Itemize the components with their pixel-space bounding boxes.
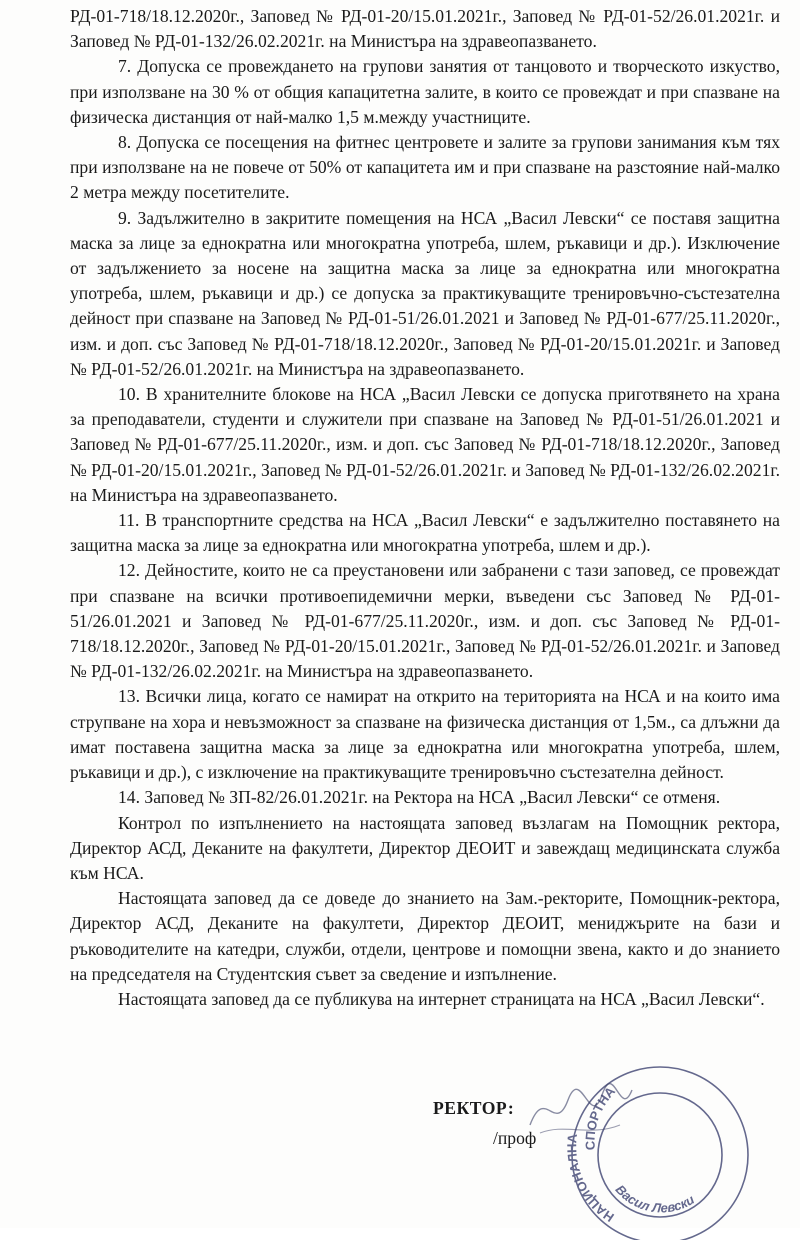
university-stamp-icon xyxy=(555,1040,755,1240)
stamp-text-left: НАЦИОНАЛНА xyxy=(564,1132,617,1226)
paragraph-item-14: 14. Заповед № ЗП-82/26.01.2021г. на Ректора на НСА „Васил Левски“ се отменя. xyxy=(118,787,721,808)
paragraph-item-8: 8. Допуска се посещения на фитнес центровете и залите за групови занимания към тях при използване на не повече от 50% от капацитета им и при спазване на разстояние най-малко 2 метра между посетителите. xyxy=(70,132,780,203)
stamp-text-bottom: Васил Левски xyxy=(612,1181,697,1216)
paragraph-item-11: 11. В транспортните средства на НСА „Васил Левски“ е задължително поставянето на защитна маска за лице за еднократна или многократна употреба, шлем и др.). xyxy=(70,510,780,556)
paragraph-publication: Настоящата заповед да се публикува на интернет страницата на НСА „Васил Левски“. xyxy=(118,988,765,1009)
stamp-text-top: СПОРТНА xyxy=(582,1083,619,1151)
svg-text:СПОРТНА xyxy=(582,1083,618,1150)
paragraph-item-13: 13. Всички лица, когато се намират на открито на територията на НСА и на които има струпване на хора и невъзможност за спазване на физическа дистанция от 1,5м., са длъжни да имат поставена защитна маска за лице за еднократна или многократна употреба, шлем, ръкавици и др.), с изключение на практикуващите тренировъчно състезателна дейност. xyxy=(70,686,780,783)
paragraph-item-10: 10. В хранителните блокове на НСА „Васил Левски се допуска приготвянето на храна за преподаватели, студенти и служители при спазване на Заповед № РД-01-51/26.01.2021 и Заповед № РД-01-677/25.11.2020г., изм. и доп. със Заповед № РД-01-718/18.12.2020г., Заповед № РД-01-20/15.01.2021г., Заповед № РД-01-52/26.01.2021г. и Заповед № РД-01-132/26.02.2021г. на Министъра на здравеопазването. xyxy=(70,384,781,505)
handwritten-signature xyxy=(520,1075,640,1145)
signature-block xyxy=(433,1098,537,1148)
paragraph-control: Контрол по изпълнението на настоящата заповед възлагам на Помощник ректора, Директор АСД, Деканите на факултети, Директор ДЕОИТ и завеждащ медицинската служба към НСА. xyxy=(70,812,780,883)
document-body xyxy=(70,4,780,1012)
paragraph-item-9: 9. Задължително в закритите помещения на НСА „Васил Левски“ се поставя защитна маска за лице за еднократна или многократна употреба, шлем, ръкавици и др.). Изключение от задължението за носене на защитна маска за лице за еднократна или многократна употреба, шлем, ръкавици и др.) се допуска за практикуващите тренировъчно-състезателна дейност при спазване на Заповед № РД-01-51/26.01.2021 и Заповед № РД-01-677/25.11.2020г., изм. и доп. със Заповед № РД-01-718/18.12.2020г., Заповед № РД-01-20/15.01.2021г. и Заповед № РД-01-52/26.01.2021г. на Министъра на здравеопазването. xyxy=(70,207,780,379)
rector-title: /проф xyxy=(493,1128,537,1148)
paragraph-item-7: 7. Допуска се провеждането на групови занятия от танцовото и творческото изкуство, при използване на 30 % от общия капацитетна залите, в които се провеждат и при спазване на физическа дистанция от най-малко 1,5 м.между участниците. xyxy=(70,56,780,127)
paragraph-item-12: 12. Дейностите, които не са преустановени или забранени с тази заповед, се провеждат при спазване на всички противоепидемични мерки, въведени със Заповед № РД-01-51/26.01.2021 и Заповед № РД-01-677/25.11.2020г., изм. и доп. със Заповед № РД-01-718/18.12.2020г., Заповед № РД-01-20/15.01.2021г., Заповед № РД-01-52/26.01.2021г. и Заповед № РД-01-132/26.02.2021г. на Министъра на здравеопазването. xyxy=(70,560,780,682)
paragraph-continuation: РД-01-718/18.12.2020г., Заповед № РД-01-20/15.01.2021г., Заповед № РД-01-52/26.01.2021г. и Заповед № РД-01-132/26.02.2021г. на Министъра на здравеопазването. xyxy=(70,6,780,52)
svg-text:Васил Левски xyxy=(613,1182,697,1216)
svg-text:НАЦИОНАЛНА xyxy=(564,1132,617,1225)
rector-label: РЕКТОР: xyxy=(433,1098,515,1118)
paragraph-notification: Настоящата заповед да се доведе до знанието на Зам.-ректорите, Помощник-ректора, Директор АСД, Деканите на факултети, Директор ДЕОИТ, мениджърите на бази и ръководителите на катедри, служби, отдели, центрове и помощни звена, както и до знанието на председателя на Студентския съвет за сведение и изпълнение. xyxy=(70,888,780,984)
